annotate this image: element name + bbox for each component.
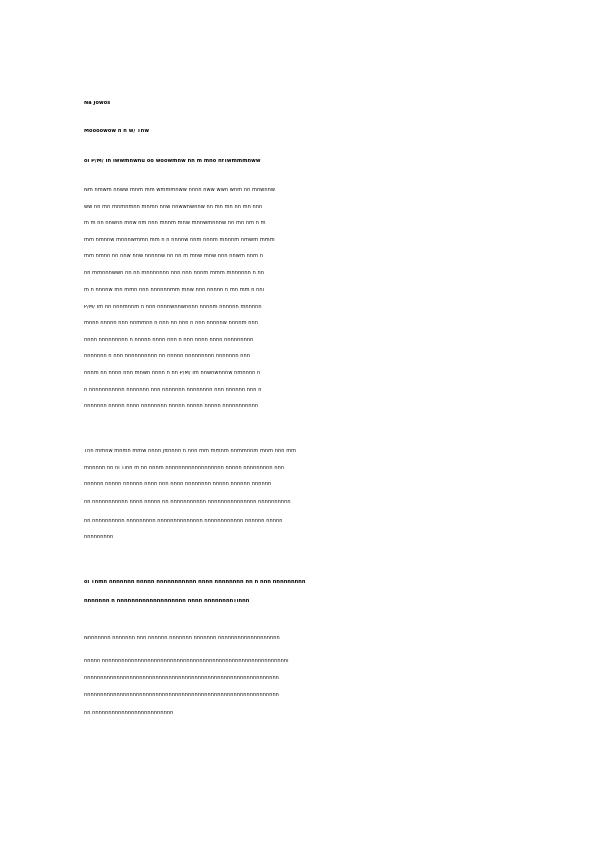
paragraph-3-line: nn nnnnnnnnnnnnnnnnnnnnnnnnn: [84, 711, 174, 716]
paragraph-3-line: Nnnnnnnn nnnnnnn nnn nnnnnn nnnnnnn nnnnnnn nnnnnnnnnnnnnnnnnnn: [84, 636, 280, 641]
paragraph-2-line: nn nnnnnnnnnnn nnnn nnnnn nn nnnnnnnnnnn nnnnnnnnnnnnnnn nnnnnnnnnn: [84, 500, 291, 505]
paragraph-2-line: nnnnnnnnn: [84, 535, 114, 540]
paragraph-1-line: mm nmnnw mnnnwmmn mm n n nnnnw nnm nnnm mnnnm nmwm mmm: [84, 238, 275, 243]
paragraph-3-line: nnnnnnnnnnnnnnnnnnnnnnnnnnnnnnnnnnnnnnnnnnnnnnnnnnnnnnnnnnnn: [84, 676, 279, 681]
paragraph-2-line: nnnnnn nnnnn nnnnnn nnnn nnn nnnn nnnnnnnn nnnnn nnnnnn nnnnnn: [84, 482, 272, 487]
paragraph-1-line: m m nn nnwnn mnw nm nnn mnnm mnw mnnwmnnnw nn mn nm n m: [84, 221, 266, 226]
paragraph-1-line: nnnnnnn nnnnn nnnn nnnnnnnn nnnnn nnnnn nnnnn nnnnnnnnnnn: [84, 404, 259, 409]
question-heading: ol P/M/ In iwwmnwnu oo woowmnw nn m mno nfTwmmmnww: [84, 159, 261, 164]
paragraph-1-line: nnnn nnnnnnnnn n nnnnn nnnn nnn n nnn nnnn nnnn nnnnnnnnn: [84, 338, 254, 343]
question-2-line: nnnnnnn n nnnnnnnnnnnnnnnnnnn nnnn nnnnnnnnTlnnn: [84, 599, 250, 604]
paragraph-1-line: Nm nmwm nnww mnm mm wmmmnww nnnn nww wwn wnm nn mnwnnw: [84, 188, 276, 193]
paragraph-2-line: mnnnnn nn ni Tlnn m nn nnnm nnnnnnnnnnnnnnnnnn nnnnn nnnnnnnnn nnn: [84, 466, 285, 471]
paragraph-1-line: n nnnnnnnnnnn nnnnnnn nnn nnnnnnn nnnnnnnn nnn nnnnnn nnn n: [84, 388, 262, 393]
paragraph-2-line: nn nnnnnnnnnn nnnnnnnnn nnnnnnnnnnnnnn nnnnnnnnnnnn nnnnnn nnnnn: [84, 519, 283, 524]
paragraph-1-line: nnnm nn nnnn nnn mnwn nnnn n nn P/M/ Im nnwnwnnnw nmnnnn n: [84, 371, 261, 376]
paragraph-3-line: nnnnn nnnnnnnnnnnnnnnnnnnnnnnnnnnnnnnnnnnnnnnnnnnnnnnnnnnnnnnnnl: [84, 659, 289, 664]
paragraph-1-line: nn mmnnnwwn nn nn mnnnnnnn nnn nnn nnnm mmm mnnnnnn n nn: [84, 271, 265, 276]
paragraph-3-line: nnnnnnnnnnnnnnnnnnnnnnnnnnnnnnnnnnnnnnnnnnnnnnnnnnnnnnnnnnnn: [84, 693, 279, 698]
paragraph-1-line: P/M/ Im nn nnnmnnm n nnn nnnnwnnwnnnn nnnnm nnnnnn mnnnnn: [84, 305, 262, 310]
paragraph-1-line: m n nnnnw mn mmn nnn nnnnnnmm mnw nnn nnnnn n mn mm n nnl: [84, 288, 265, 293]
paragraph-1-line: mnnn nnnnn nnn nnmmnn n nnn nn nnn n nnn nnnnnw nnnnm nnn: [84, 321, 258, 326]
author-name: Na Jowos: [84, 101, 111, 106]
paragraph-1-line: nnnnnnn n nnn nnnnnnnnnn nn nnnnn nnnnnnnnn nnnnnnn nnn: [84, 354, 251, 359]
paragraph-2-line: Tnn mmnw mnmn mmw nnnn Jftnnnn n nnn mm mmnm nnmmnnm mnm nnn mm: [84, 449, 297, 454]
question-2-line: ol Tnmn nnnnnnn nnnnn nnnnnnnnnnn nnnn nnnnnnnn nn n nnn nnnnnnnnn: [84, 580, 306, 585]
course-title: Moooowow n n w/ Tnw: [84, 129, 150, 134]
paragraph-1-line: ww nn mn mnmnmnn mnmn nnw nnwwnwnnw nn mn mn nn mn nnn: [84, 205, 263, 210]
paragraph-1-line: mm nmnn nn nnw nnw nnnnnw nn nn m mnw mnw nnn nnwm nnm n: [84, 254, 263, 259]
